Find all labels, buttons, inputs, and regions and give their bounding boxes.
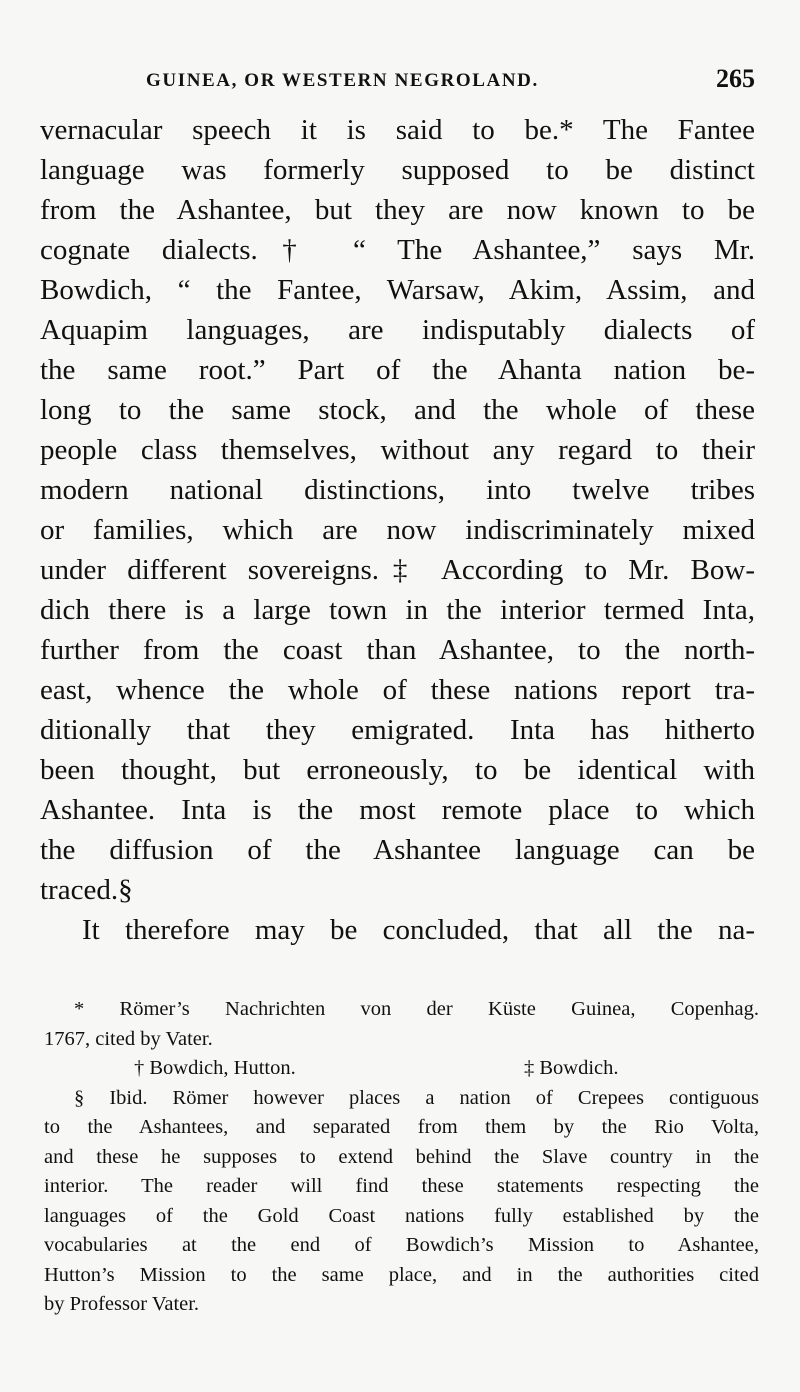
body-line: Aquapim languages, are indisputably dialects of (40, 314, 755, 346)
body-line: modern national distinctions, into twelve tribes (40, 474, 755, 506)
body-text (40, 110, 755, 950)
body-line: long to the same stock, and the whole of these (40, 394, 755, 426)
body-line: under different sovereigns.‡ According to Mr. Bow- (40, 554, 755, 586)
body-line: the same root.” Part of the Ahanta nation be- (40, 354, 755, 386)
body-line: people class themselves, without any regard to their (40, 434, 755, 466)
page-number: 265 (716, 64, 755, 93)
body-line: cognate dialects.† “ The Ashantee,” says Mr. (40, 234, 755, 266)
footnote-section: to the Ashantees, and separated from them by the Rio Volta, (44, 1116, 759, 1138)
footnote-section: languages of the Gold Coast nations fully established by the (44, 1204, 759, 1227)
body-line: further from the coast than Ashantee, to the north- (40, 634, 755, 666)
body-line: ditionally that they emigrated. Inta has hitherto (40, 714, 755, 746)
body-line: the diffusion of the Ashantee language can be (40, 834, 755, 866)
body-line: Ashantee. Inta is the most remote place to which (40, 794, 755, 826)
body-line: east, whence the whole of these nations report tra- (40, 674, 755, 706)
footnote-double-dagger: ‡ Bowdich. (524, 1057, 619, 1079)
footnote-section: interior. The reader will find these statements respecting the (44, 1175, 759, 1197)
footnote-row (44, 1054, 759, 1084)
body-line: from the Ashantee, but they are now known to be (40, 194, 755, 226)
page-header (40, 64, 755, 98)
footnote-section: by Professor Vater. (44, 1293, 200, 1315)
running-title: GUINEA, OR WESTERN NEGROLAND. (146, 70, 539, 91)
footnote-dagger: † Bowdich, Hutton. (134, 1057, 296, 1079)
footnote-section: § Ibid. Römer however places a nation of Crepees contiguous (74, 1086, 759, 1109)
footnote-section: and these he supposes to extend behind the Slave country in the (44, 1145, 759, 1168)
footnote-section: vocabularies at the end of Bowdich’s Mission to Ashantee, (44, 1234, 759, 1256)
body-line: dich there is a large town in the interior termed Inta, (40, 594, 755, 626)
footnote-section: Hutton’s Mission to the same place, and in the authorities cited (44, 1263, 759, 1286)
body-line: vernacular speech it is said to be.* The Fantee (40, 114, 755, 146)
body-line: language was formerly supposed to be distinct (40, 154, 755, 186)
footnote-star: 1767, cited by Vater. (44, 1027, 213, 1050)
body-line: It therefore may be concluded, that all the na- (82, 914, 755, 946)
body-line: or families, which are now indiscriminately mixed (40, 514, 755, 546)
body-line: been thought, but erroneously, to be identical with (40, 754, 755, 786)
body-line: Bowdich, “ the Fantee, Warsaw, Akim, Assim, and (40, 274, 755, 306)
footnote-star: * Römer’s Nachrichten von der Küste Guinea, Copenhag. (74, 998, 759, 1020)
body-line: traced.§ (40, 874, 133, 906)
footnotes (44, 995, 759, 1320)
